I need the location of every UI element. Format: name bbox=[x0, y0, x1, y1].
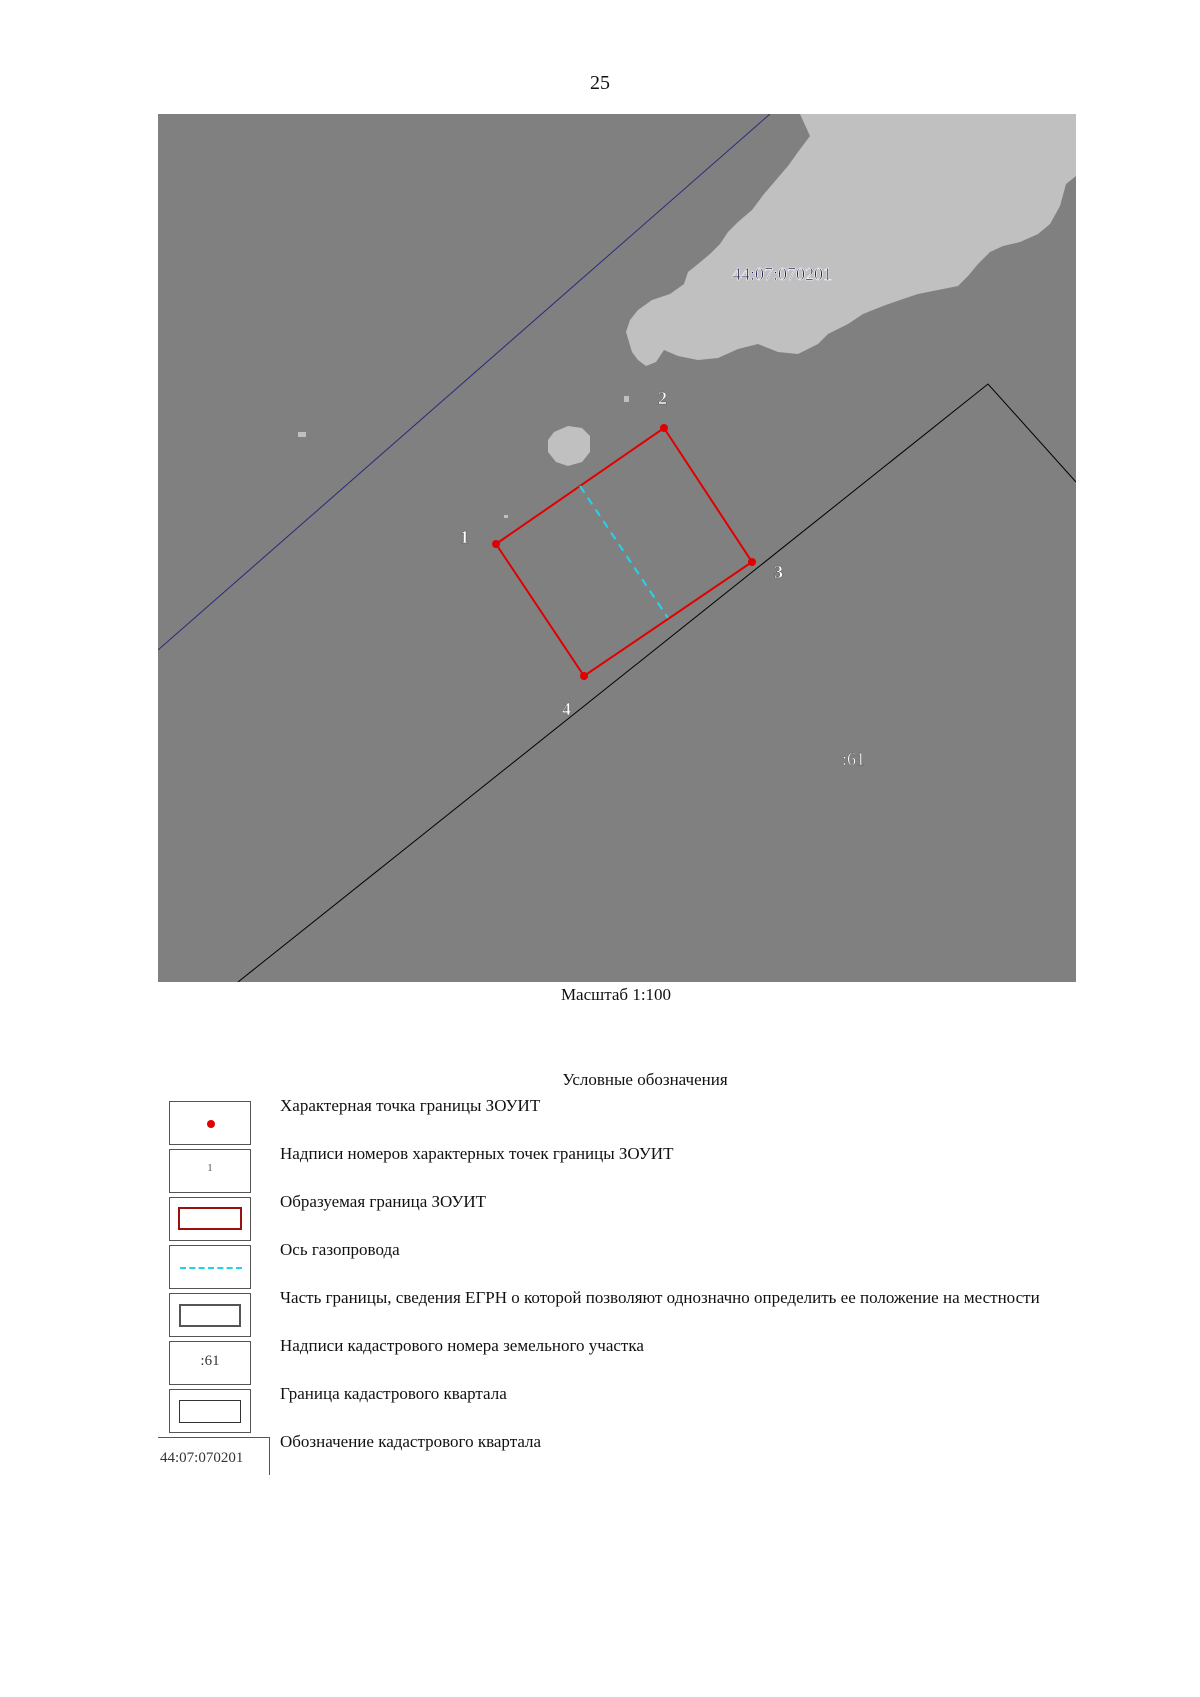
speck bbox=[624, 396, 629, 402]
legend-symbol-box bbox=[169, 1149, 251, 1193]
quarter-label: 44:07:070201 bbox=[732, 264, 833, 284]
speck bbox=[504, 515, 508, 518]
grey-rectangle-icon bbox=[179, 1304, 241, 1327]
zouit-point-2[interactable] bbox=[660, 424, 668, 432]
legend-symbol-box bbox=[169, 1341, 251, 1385]
legend-text: Образуемая граница ЗОУИТ bbox=[280, 1192, 487, 1211]
legend-text: Обозначение кадастрового квартала bbox=[280, 1432, 542, 1451]
legend-symbol-box bbox=[169, 1293, 251, 1337]
legend-symbol-box bbox=[169, 1101, 251, 1145]
legend-row-parcel-number bbox=[0, 1336, 1200, 1389]
legend-title: Условные обозначения bbox=[562, 1070, 728, 1089]
zouit-point-3[interactable] bbox=[748, 558, 756, 566]
legend-text: Характерная точка границы ЗОУИТ bbox=[280, 1096, 541, 1115]
red-rectangle-icon bbox=[178, 1207, 242, 1230]
legend-text: Ось газопровода bbox=[280, 1240, 400, 1259]
zouit-point-4[interactable] bbox=[580, 672, 588, 680]
legend-row-zouit-boundary bbox=[0, 1192, 1200, 1245]
legend-row-gas-axis bbox=[0, 1240, 1200, 1293]
legend-row-point-number bbox=[0, 1144, 1200, 1197]
legend-text: Надписи кадастрового номера земельного участка bbox=[280, 1336, 644, 1355]
legend-text: Надписи номеров характерных точек границы ЗОУИТ bbox=[280, 1144, 674, 1163]
legend-row-quarter-label bbox=[0, 1432, 1200, 1485]
legend-symbol-box bbox=[169, 1389, 251, 1433]
page-number: 25 bbox=[590, 72, 610, 94]
zouit-point-1[interactable] bbox=[492, 540, 500, 548]
thin-rectangle-icon bbox=[179, 1400, 241, 1423]
legend-text: Граница кадастрового квартала bbox=[280, 1384, 507, 1403]
legend-symbol-box bbox=[169, 1245, 251, 1289]
legend-parcel-sample: :61 bbox=[200, 1353, 220, 1369]
point-label-2: 2 bbox=[658, 388, 667, 408]
point-label-3: 3 bbox=[774, 562, 783, 582]
parcel-label: :61 bbox=[842, 749, 866, 769]
legend-symbol-box bbox=[158, 1437, 270, 1475]
scale-caption: Масштаб 1:100 bbox=[560, 985, 672, 1004]
legend-number-sample: 1 bbox=[207, 1162, 213, 1174]
legend-quarter-sample: 44:07:070201 bbox=[160, 1450, 244, 1466]
map-canvas[interactable] bbox=[158, 114, 1076, 982]
legend-row-quarter-boundary bbox=[0, 1384, 1200, 1437]
red-dot-icon bbox=[207, 1120, 215, 1128]
point-label-1: 1 bbox=[460, 527, 469, 547]
legend-text: Часть границы, сведения ЕГРН о которой позволяют однозначно определить ее положение на местности bbox=[280, 1288, 1040, 1307]
cyan-dashed-line-icon bbox=[180, 1267, 242, 1269]
legend-row-point bbox=[0, 1096, 1200, 1149]
point-label-4: 4 bbox=[562, 699, 571, 719]
legend-symbol-box bbox=[169, 1197, 251, 1241]
speck bbox=[298, 432, 306, 437]
map-frame[interactable] bbox=[158, 114, 1076, 982]
legend-row-egrn-boundary bbox=[0, 1288, 1200, 1341]
